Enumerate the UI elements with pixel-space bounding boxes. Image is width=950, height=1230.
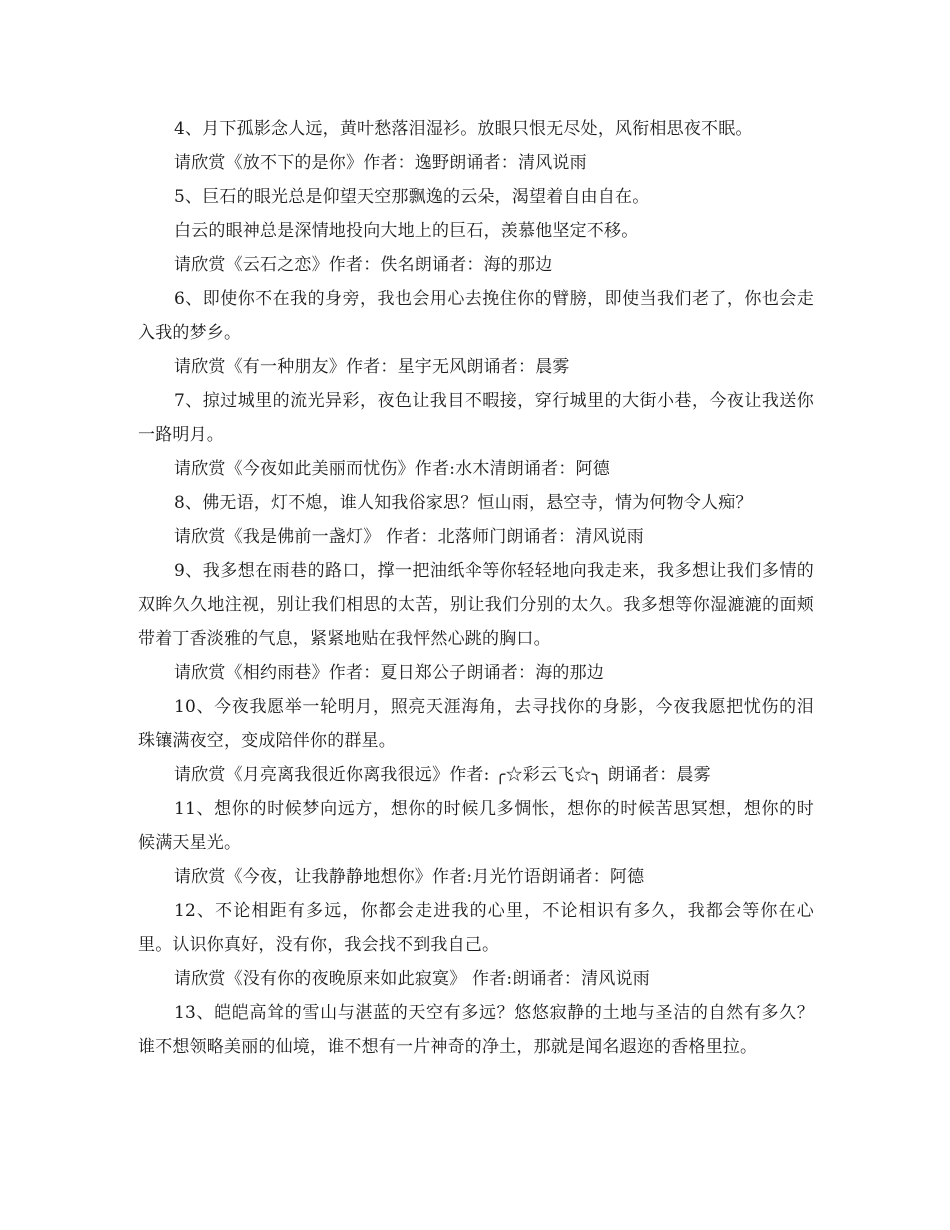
paragraph: 9、我多想在雨巷的路口，撑一把油纸伞等你轻轻地向我走来，我多想让我们多情的双眸久久地注视，别让我们相思的太苦，别让我们分别的太久。我多想等你湿漉漉的面颊带着丁香淡雅的气息，紧紧地贴在我怦然心跳的胸口。 [138, 561, 814, 649]
paragraph: 请欣赏《我是佛前一盏灯》 作者：北落师门朗诵者：清风说雨 [174, 527, 645, 547]
paragraph: 请欣赏《今夜，让我静静地想你》作者:月光竹语朗诵者：阿德 [174, 867, 645, 887]
paragraph: 请欣赏《今夜如此美丽而忧伤》作者:水木清朗诵者：阿德 [174, 459, 610, 479]
paragraph: 7、掠过城里的流光异彩，夜色让我目不暇接，穿行城里的大街小巷，今夜让我送你一路明月。 [138, 391, 814, 445]
paragraph: 12、不论相距有多远，你都会走进我的心里，不论相识有多久，我都会等你在心里。认识你真好，没有你，我会找不到我自己。 [138, 901, 814, 955]
paragraph: 请欣赏《云石之恋》作者：佚名朗诵者：海的那边 [174, 255, 553, 275]
paragraph: 请欣赏《没有你的夜晚原来如此寂寞》 作者:朗诵者：清风说雨 [174, 969, 650, 989]
paragraph: 13、皑皑高耸的雪山与湛蓝的天空有多远？悠悠寂静的土地与圣洁的自然有多久？谁不想领略美丽的仙境，谁不想有一片神奇的净土，那就是闻名遐迩的香格里拉。 [138, 1003, 814, 1057]
paragraph: 11、想你的时候梦向远方，想你的时候几多惆怅，想你的时候苦思冥想，想你的时候满天星光。 [138, 799, 814, 853]
paragraph: 请欣赏《放不下的是你》作者：逸野朗诵者：清风说雨 [174, 153, 587, 173]
paragraph: 请欣赏《月亮离我很近你离我很远》作者: ╭☆彩云飞☆╮ 朗诵者：晨雾 [174, 765, 711, 785]
paragraph: 10、今夜我愿举一轮明月，照亮天涯海角，去寻找你的身影，今夜我愿把忧伤的泪珠镶满夜空，变成陪伴你的群星。 [138, 697, 814, 751]
paragraph: 5、巨石的眼光总是仰望天空那飘逸的云朵，渴望着自由自在。 [174, 187, 650, 207]
paragraph: 4、月下孤影念人远，黄叶愁落泪湿衫。放眼只恨无尽处，风衔相思夜不眠。 [174, 119, 753, 139]
paragraph: 6、即使你不在我的身旁，我也会用心去挽住你的臂膀，即使当我们老了，你也会走入我的梦乡。 [138, 289, 814, 343]
paragraph: 8、佛无语，灯不熄，谁人知我俗家思？恒山雨，悬空寺，情为何物令人痴？ [174, 493, 753, 513]
paragraph: 请欣赏《相约雨巷》作者：夏日郑公子朗诵者：海的那边 [174, 663, 604, 683]
paragraph: 请欣赏《有一种朋友》作者：星宇无风朗诵者：晨雾 [174, 357, 570, 377]
paragraph: 白云的眼神总是深情地投向大地上的巨石，羡慕他坚定不移。 [174, 221, 639, 241]
document-body [138, 112, 814, 1064]
